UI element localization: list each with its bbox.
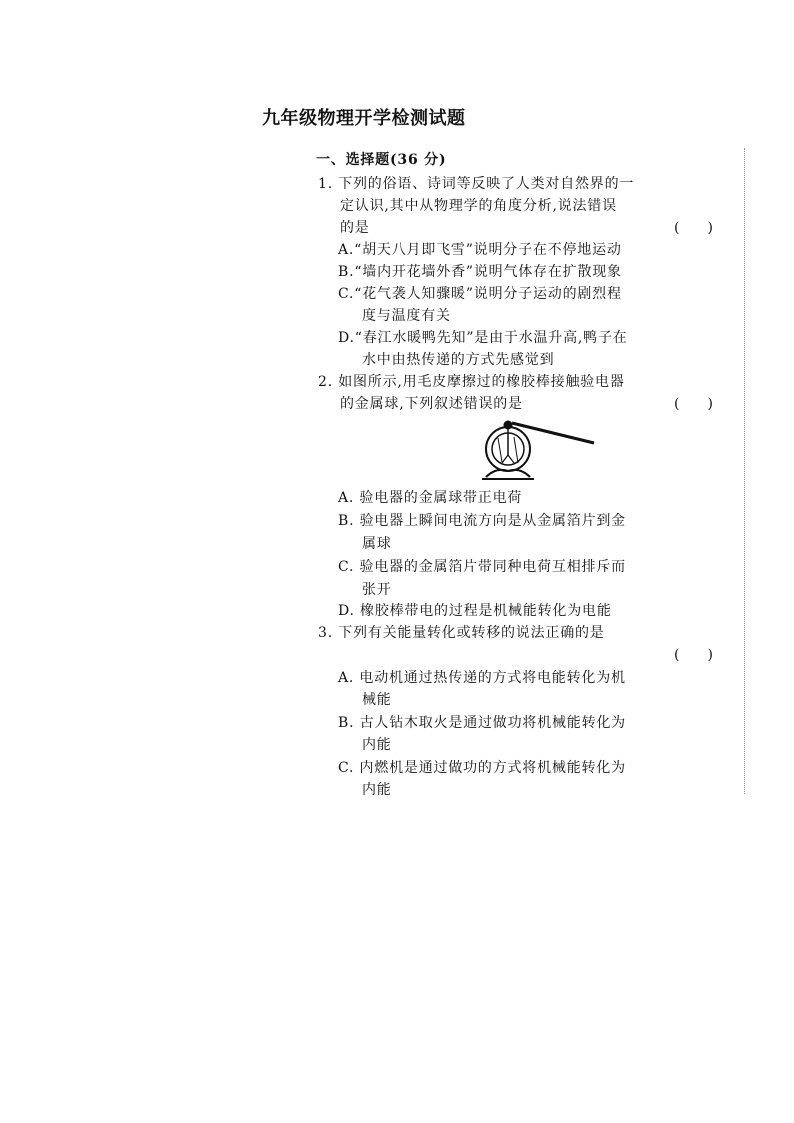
- q2-stem-line-1: 2. 如图所示,用毛皮摩擦过的橡胶棒接触验电器: [318, 374, 625, 390]
- q2-option-d: D. 橡胶棒带电的过程是机械能转化为电能: [338, 603, 612, 619]
- q3-option-b: B. 古人钻木取火是通过做功将机械能转化为: [338, 715, 626, 731]
- q2-option-c-cont: 张开: [362, 582, 392, 598]
- q3-answer-blank: ( ): [674, 647, 713, 663]
- q1-option-c: C.“花气袭人知骤暖”说明分子运动的剧烈程: [338, 286, 622, 302]
- q3-option-c-cont: 内能: [362, 782, 392, 798]
- q1-option-b: B.“墙内开花墙外香”说明气体存在扩散现象: [338, 264, 622, 280]
- q2-option-a: A. 验电器的金属球带正电荷: [338, 490, 523, 506]
- q3-option-c: C. 内燃机是通过做功的方式将机械能转化为: [338, 760, 626, 776]
- section-heading: 一、选择题(36 分): [316, 152, 447, 168]
- q3-option-b-cont: 内能: [362, 737, 392, 753]
- electroscope-figure: [458, 415, 598, 491]
- q1-stem-line-2: 定认识,其中从物理学的角度分析,说法错误: [340, 198, 617, 214]
- q3-option-a: A. 电动机通过热传递的方式将电能转化为机: [338, 670, 626, 686]
- q3-option-a-cont: 械能: [362, 692, 392, 708]
- q1-option-d-cont: 水中由热传递的方式先感觉到: [362, 352, 555, 368]
- scan-edge-dotted-line: [744, 148, 745, 794]
- page-title: 九年级物理开学检测试题: [262, 108, 466, 129]
- q2-stem-line-2: 的金属球,下列叙述错误的是: [340, 396, 523, 412]
- q1-option-d: D.“春江水暖鸭先知”是由于水温升高,鸭子在: [338, 330, 628, 346]
- q2-option-b-cont: 属球: [362, 536, 392, 552]
- q1-stem-line-1: 1. 下列的俗语、诗词等反映了人类对自然界的一: [318, 176, 635, 192]
- q1-option-c-cont: 度与温度有关: [362, 308, 451, 324]
- q1-stem-line-3: 的是: [340, 220, 370, 236]
- q2-option-c: C. 验电器的金属箔片带同种电荷互相排斥而: [338, 559, 626, 575]
- q3-stem-line-1: 3. 下列有关能量转化或转移的说法正确的是: [318, 625, 605, 641]
- q2-answer-blank: ( ): [674, 396, 713, 412]
- q1-option-a: A.“胡天八月即飞雪”说明分子在不停地运动: [338, 242, 622, 258]
- q2-option-b: B. 验电器上瞬间电流方向是从金属箔片到金: [338, 513, 626, 529]
- q1-answer-blank: ( ): [674, 220, 713, 236]
